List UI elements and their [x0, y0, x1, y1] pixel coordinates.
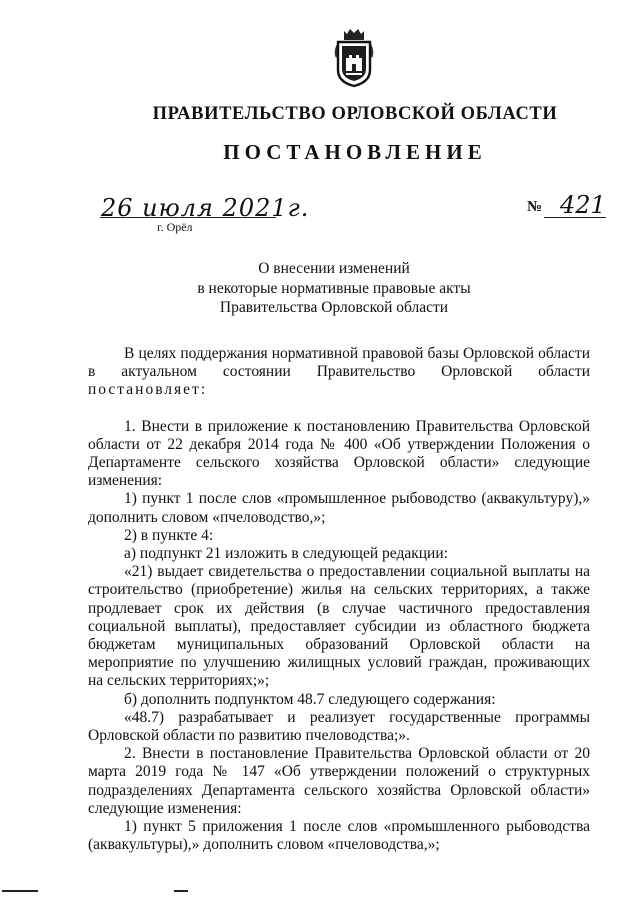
handwritten-number: 421 [560, 191, 606, 219]
body-paragraph: 2. Внести в постановление Правительства Орловской области от 20 марта 2019 года № 147 «Об утверждении положений о структурных подразделениях Департамента сельского хозяйства Орловской области» следующие изменения: [88, 745, 590, 817]
page-edge-mark [174, 890, 188, 892]
handwritten-date: 26 июля 2021г. [101, 194, 310, 222]
body-paragraph: «48.7) разрабатывает и реализует государственные программы Орловской области по развитию пчеловодства;». [88, 708, 590, 745]
body-paragraph: 1) пункт 1 после слов «промышленное рыбоводство (аквакультуру),» дополнить словом «пчеловодство,»; [88, 490, 590, 526]
document-subject [0, 259, 640, 318]
city-label: г. Орёл [157, 220, 193, 234]
coat-of-arms-icon [331, 28, 377, 88]
body-paragraph: 1. Внести в приложение к постановлению Правительства Орловской области от 22 декабря 2014 года № 400 «Об утверждении Положения о Департаменте сельского хозяйства Орловской области» следующие изменения: [88, 417, 590, 490]
page-edge-mark [2, 890, 38, 892]
preamble-paragraph [88, 345, 590, 400]
body-paragraph: б) дополнить подпунктом 48.7 следующего содержания: [124, 690, 496, 708]
preamble-emphasis: постановляет: [88, 381, 208, 399]
body-paragraph: 2) в пункте 4: [124, 526, 214, 544]
body-paragraph: 1) пункт 5 приложения 1 после слов «промышленного рыбоводства (аквакультуры),» дополнить словом «пчеловодства,»; [88, 818, 590, 854]
subject-line: в некоторые нормативные правовые акты [197, 279, 471, 297]
preamble-text: В целях поддержания нормативной правовой базы Орловской области в актуальном состоянии Правительство Орловской области [88, 345, 590, 381]
number-underline [544, 217, 606, 218]
date-underline [100, 217, 276, 218]
document-body [88, 345, 590, 854]
body-paragraph: «21) выдает свидетельства о предоставлении социальной выплаты на строительство (приобретение) жилья на сельских территориях, а также продлевает срок их действия (в случае частичного предоставления социальной выплаты), предоставляет субсидии из областного бюджета бюджетам муниципальных образований Орловской области на мероприятие по улучшению жилищных условий граждан, проживающих на сельских территориях;»; [88, 563, 590, 690]
subject-line: Правительства Орловской области [219, 299, 449, 316]
body-paragraph: а) подпункт 21 изложить в следующей редакции: [124, 545, 448, 563]
subject-line: О внесении изменений [258, 260, 410, 277]
number-label: № [527, 199, 543, 215]
government-title: ПРАВИТЕЛЬСТВО ОРЛОВСКОЙ ОБЛАСТИ [152, 104, 558, 124]
document-type-title: ПОСТАНОВЛЕНИЕ [223, 140, 487, 164]
